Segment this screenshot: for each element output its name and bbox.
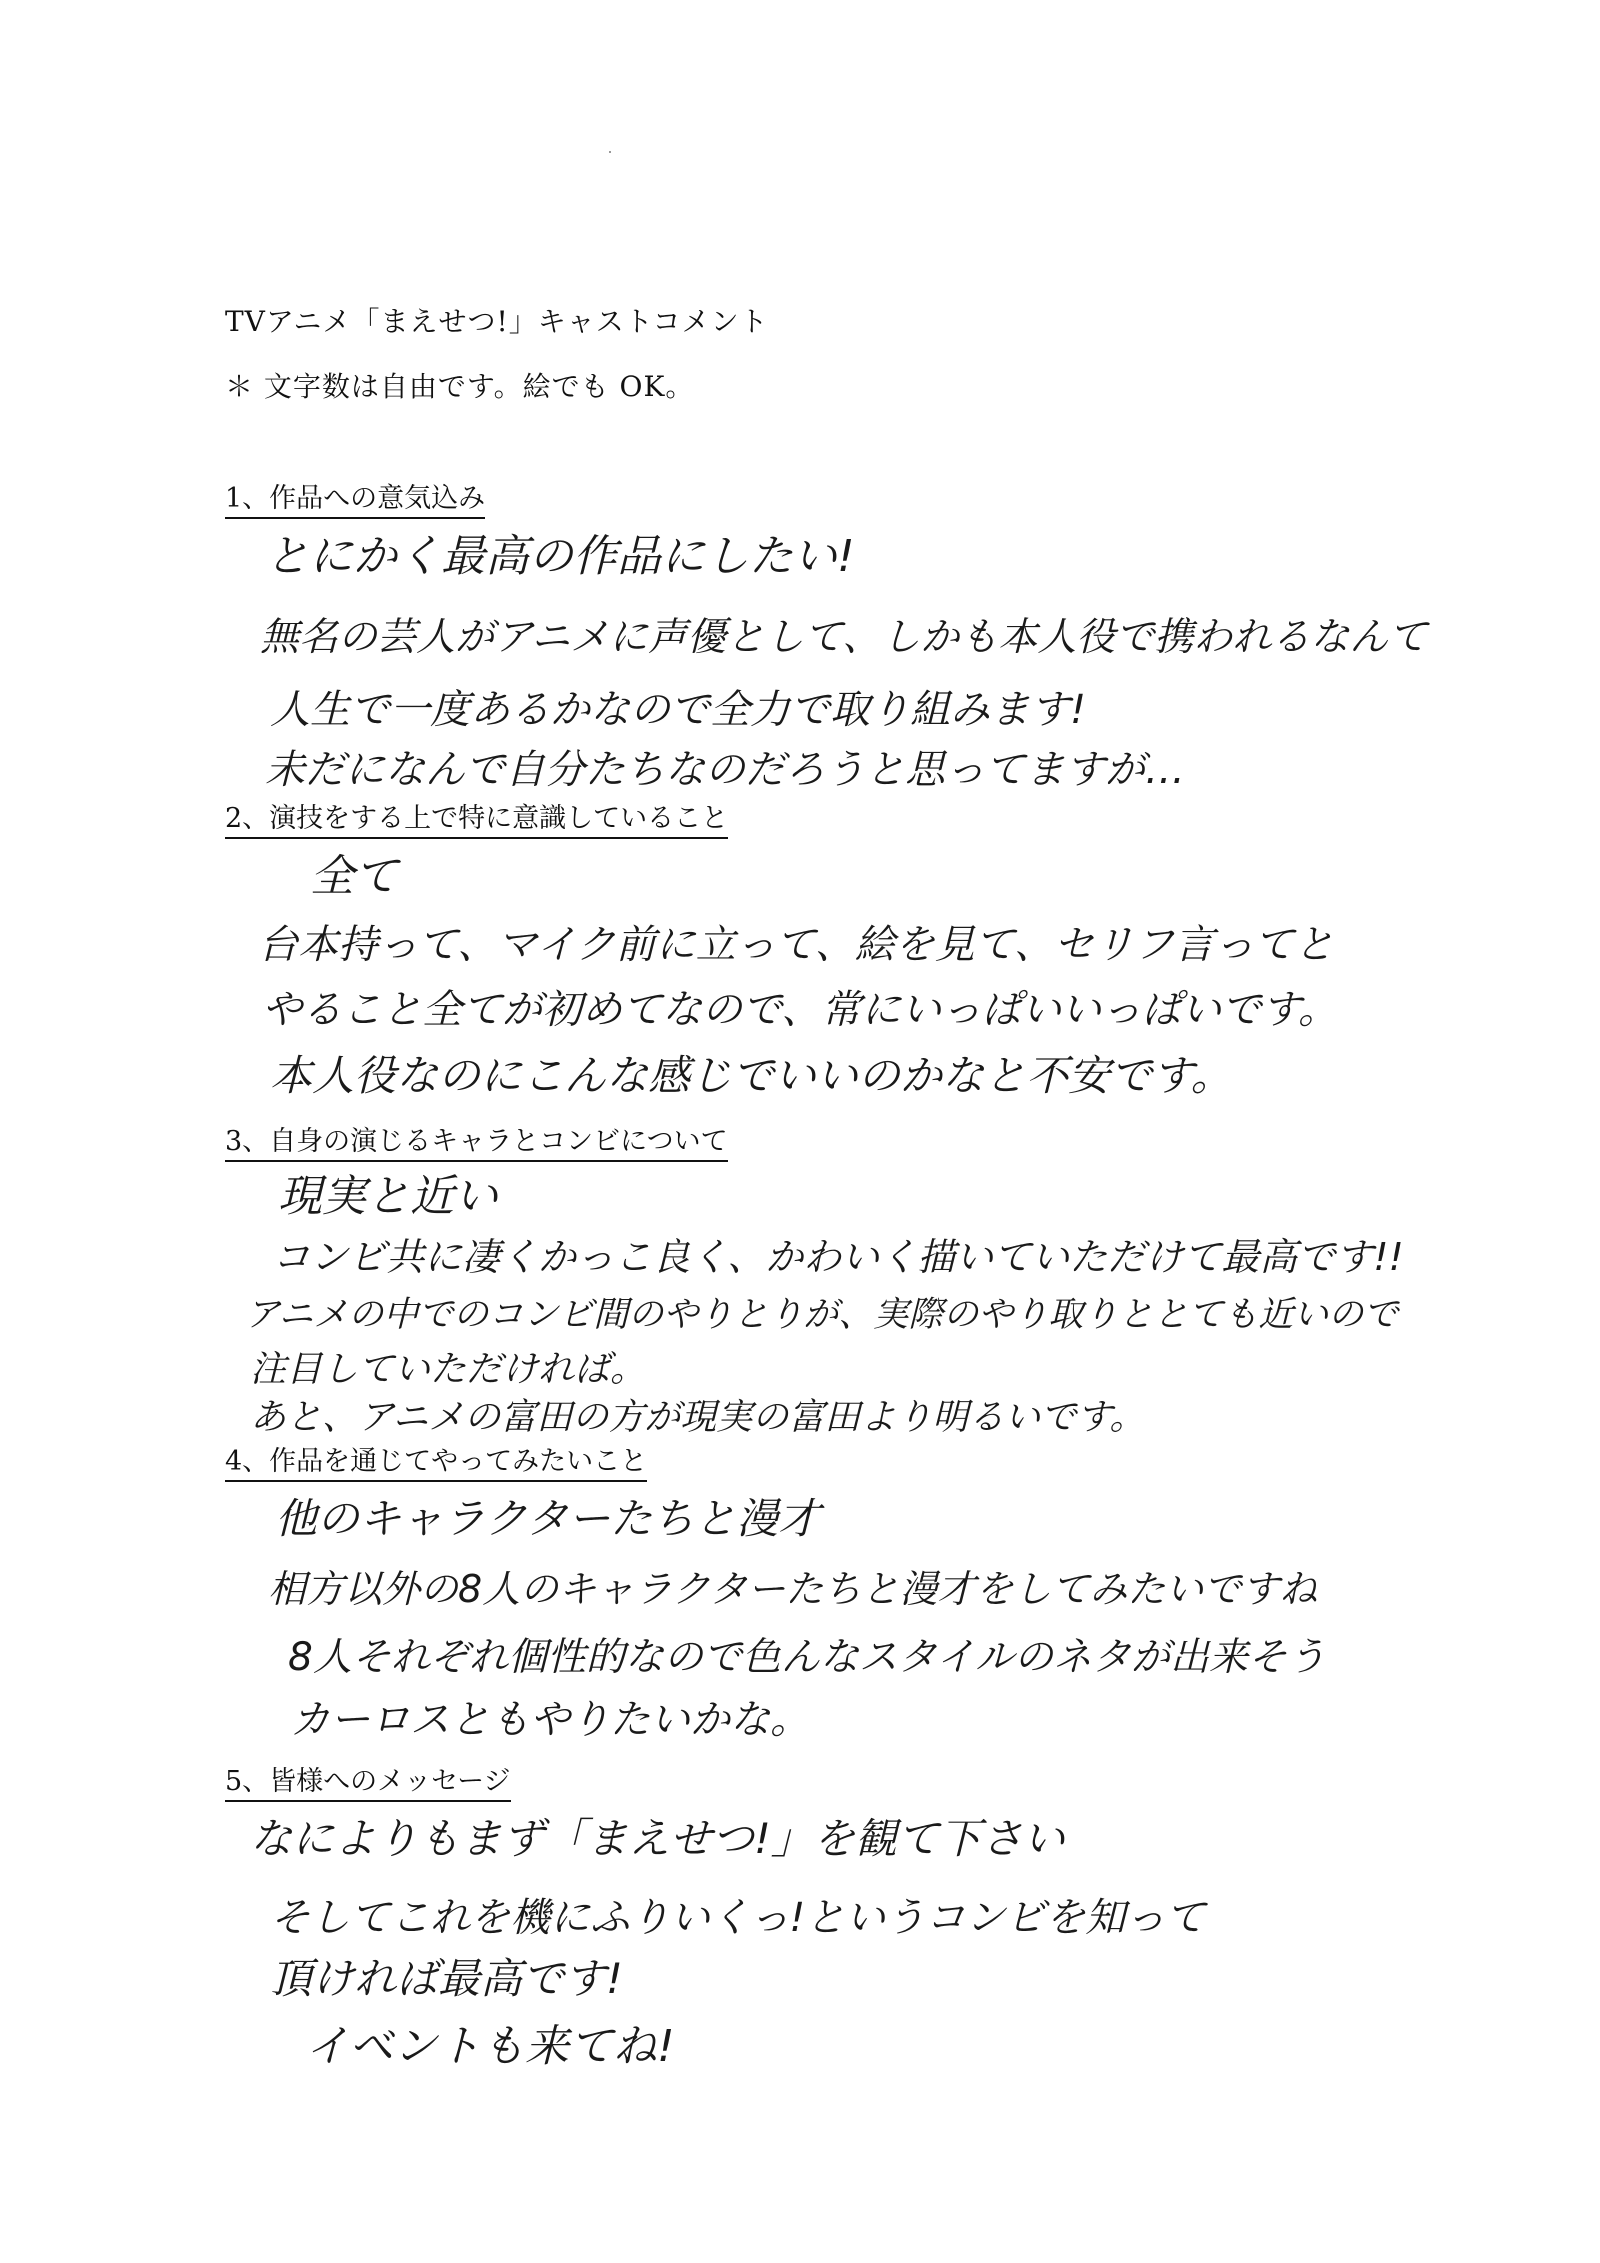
answer-3-line-1: 現実と近い bbox=[278, 1171, 498, 1222]
answer-2-line-3: やること全てが初めてなので、常にいっぱいいっぱいです。 bbox=[262, 987, 1338, 1033]
question-3: 3、自身の演じるキャラとコンビについて bbox=[225, 1125, 728, 1162]
answer-4-line-4: カーロスともやりたいかな。 bbox=[290, 1697, 810, 1743]
answer-4-line-1: 他のキャラクターたちと漫才 bbox=[275, 1494, 821, 1543]
answer-1-line-1: とにかく最高の作品にしたい! bbox=[265, 531, 855, 582]
answer-3-line-3: アニメの中でのコンビ間のやりとりが、実際のやり取りととても近いので bbox=[245, 1295, 1399, 1335]
question-1: 1、作品への意気込み bbox=[225, 482, 485, 519]
instruction-note: ＊ 文字数は自由です。絵でも OK。 bbox=[225, 370, 695, 403]
question-5: 5、皆様へのメッセージ bbox=[225, 1765, 511, 1802]
answer-3-line-2: コンビ共に凄くかっこ良く、かわいく描いていただけて最高です!! bbox=[272, 1235, 1404, 1279]
answer-2-line-2: 台本持って、マイク前に立って、絵を見て、セリフ言ってと bbox=[258, 922, 1334, 968]
answer-2-line-4: 本人役なのにこんな感じでいいのかなと不安です。 bbox=[270, 1051, 1233, 1100]
question-4: 4、作品を通じてやってみたいこと bbox=[225, 1445, 647, 1482]
scan-speck bbox=[609, 151, 611, 153]
page-title: TVアニメ「まえせつ!」キャストコメント bbox=[225, 305, 769, 338]
answer-2-line-1: 全て bbox=[310, 851, 398, 902]
question-2: 2、演技をする上で特に意識していること bbox=[225, 802, 728, 839]
answer-5-line-2: そしてこれを機にふりいくっ!というコンビを知って bbox=[270, 1895, 1206, 1941]
answer-4-line-3: 8人それぞれ個性的なので色んなスタイルのネタが出来そう bbox=[288, 1635, 1327, 1680]
answer-1-line-2: 無名の芸人がアニメに声優として、しかも本人役で携われるなんて bbox=[260, 615, 1428, 660]
answer-1-line-3: 人生で一度あるかなので全力で取り組みます! bbox=[270, 687, 1087, 733]
answer-5-line-1: なによりもまず「まえせつ!」を観て下さい bbox=[250, 1814, 1065, 1863]
answer-3-line-5: あと、アニメの富田の方が現実の富田より明るいです。 bbox=[250, 1397, 1146, 1438]
answer-5-line-4: イベントも来てね! bbox=[305, 2021, 675, 2072]
answer-3-line-4: 注目していただければ。 bbox=[250, 1349, 647, 1390]
answer-5-line-3: 頂ければ最高です! bbox=[270, 1954, 623, 2003]
answer-1-line-4: 未だになんで自分たちなのだろうと思ってますが… bbox=[265, 747, 1185, 793]
answer-4-line-2: 相方以外の8人のキャラクターたちと漫才をしてみたいですね bbox=[268, 1567, 1318, 1611]
